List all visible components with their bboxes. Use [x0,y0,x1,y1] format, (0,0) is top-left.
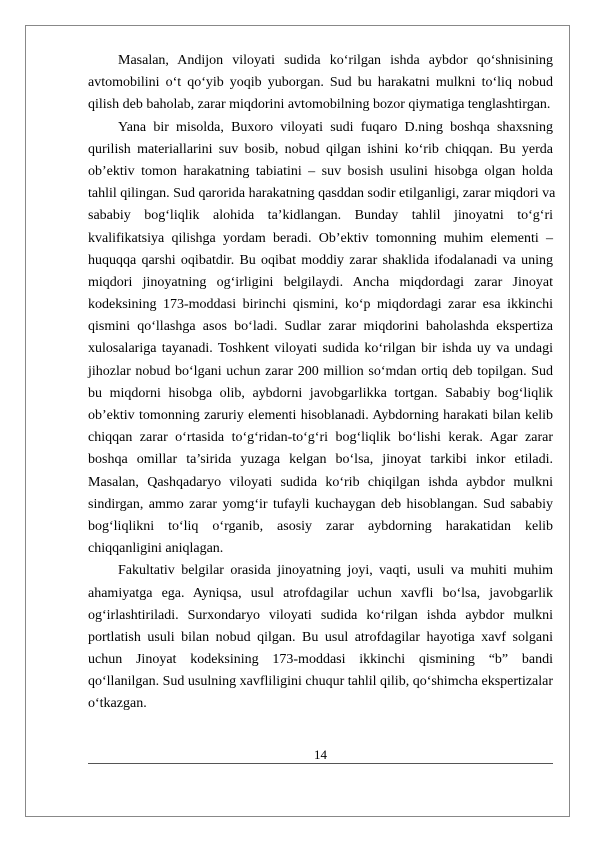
text-line: huquqqa qarshi oqibatdir. Bu oqibat moddiy zarar shaklida ifodalanadi va uning [88,252,553,268]
text-line: boshqa omillar ta’sirida yuzaga kelgan bo‘lsa, jinoyat tarkibi inkor etiladi. [88,452,553,468]
text-line: ahamiyatga ega. Ayniqsa, usul atrofdagilar uchun xavfli bo‘lsa, javobgarlik [88,585,553,601]
text-line: chiqqanligini aniqlagan. [88,541,224,557]
text-line: Masalan, Qashqadaryo viloyati sudida ko‘rib chiqilgan ishda aybdor mulkni [88,474,553,490]
text-line: qilish deb baholab, zarar miqdorini avtomobilning bozor qiymatiga tenglashtirgan. [88,97,551,113]
text-line: Masalan, Andijon viloyati sudida ko‘rilgan ishda aybdor qo‘shnisining [118,53,553,68]
paragraph-1 [88,50,553,117]
footer-divider [88,763,553,764]
text-line: Fakultativ belgilar orasida jinoyatning joyi, vaqti, usuli va muhiti muhim [118,563,553,579]
text-line: ob’ektiv tomonning zaruriy elementi hisoblanadi. Aybdorning harakati bilan kelib [88,408,553,423]
text-line: sababiy bog‘liqlik alohida ta’kidlangan. Bunday tahlil jinoyatni to‘g‘ri [88,208,553,224]
text-line: kodeksining 173-moddasi birinchi qismini, ko‘p miqdordagi zarar esa ikkinchi [88,297,553,313]
text-line: o‘tkazgan. [88,696,147,712]
text-line: xulosalariga tayanadi. Toshkent viloyati sudida ko‘rilgan bir ishda uy va undagi [88,341,553,357]
text-line: avtomobilini o‘t qo‘yib yoqib yuborgan. Sud bu harakatni mulkni to‘liq nobud [88,75,553,91]
text-line: sindirgan, ammo zarar yomg‘ir tufayli kuchaygan deb hisoblangan. Sud sababiy [88,496,553,512]
text-line: Yana bir misolda, Buxoro viloyati sudi fuqaro D.ning boshqa shaxsning [118,119,553,135]
text-line: tahlil qilingan. Sud qarorida harakatning qasddan sodir etilganligi, zarar miqdori va [88,186,556,202]
text-line: ob’ektiv tomon harakatning tabiatini – suv bosish usulini hisobga olgan holda [88,163,553,179]
text-line: bog‘liqlikni to‘liq o‘rganib, asosiy zarar aybdorning harakatidan kelib [88,518,553,534]
text-line: qurilish materiallarini suv bosib, nobud qilgan ishini ko‘rib chiqqan. Bu yerda [88,141,553,157]
text-line: miqdori jinoyatning og‘irligini belgilaydi. Ancha miqdordagi zarar Jinoyat [88,274,553,290]
text-line: portlatish usuli bilan nobud qilgan. Bu usul atrofdagilar hayotiga xavf solgani [88,629,553,645]
document-body [88,50,556,716]
text-line: chiqqan zarar o‘rtasida to‘g‘ridan-to‘g‘ri bog‘liqlik bo‘lishi kerak. Agar zarar [88,430,553,446]
text-line: qismini qo‘llashga asos bo‘ladi. Sudlar zarar miqdorini baholashda ekspertiza [88,319,553,335]
text-line: qo‘llanilgan. Sud usulning xavfliligini chuqur tahlil qilib, qo‘shimcha ekspertizalar [88,674,554,690]
paragraph-2 [88,117,556,561]
text-line: og‘irlashtiriladi. Surxondaryo viloyati sudida ko‘rilgan ishda aybdor mulkni [88,607,553,623]
text-line: jihozlar nobud bo‘lgani uchun zarar 200 million so‘mdan ortiq deb topilgan. Sud [88,363,553,379]
page-number: 14 [314,747,327,762]
text-line: kvalifikatsiya qilishga yordam beradi. Ob’ektiv tomonning muhim elementi – [88,230,553,246]
text-line: bu miqdorni hisobga olib, aybdorni javobgarlikka tortgan. Sababiy bog‘liqlik [88,385,553,401]
text-line: uchun Jinoyat kodeksining 173-moddasi ikkinchi qismining “b” bandi [88,652,553,668]
paragraph-3 [88,560,553,715]
